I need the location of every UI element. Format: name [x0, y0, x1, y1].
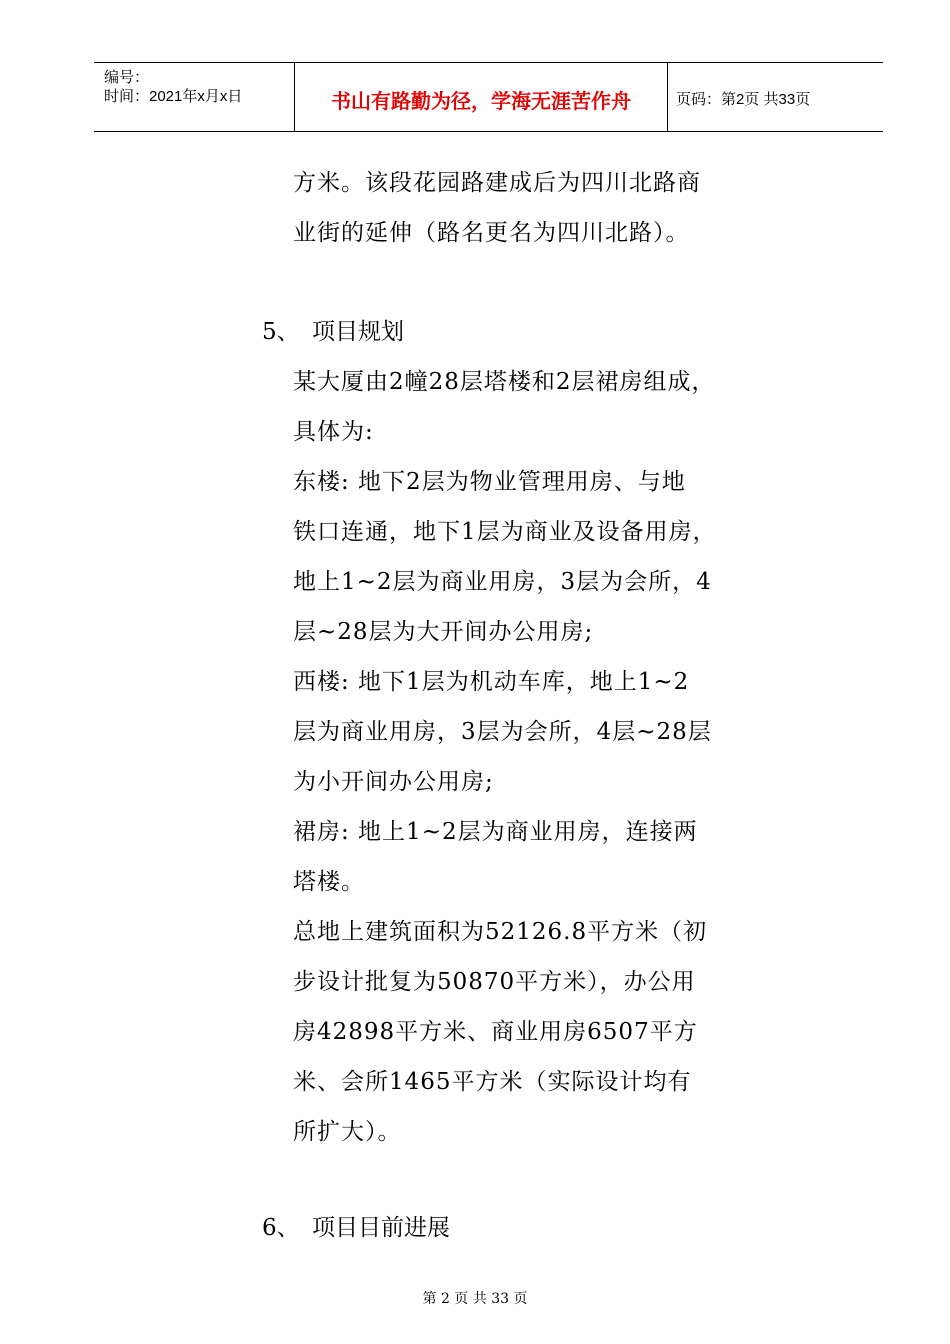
section-heading-6 [262, 1213, 450, 1243]
paragraph-line: 总地上建筑面积为52126.8平方米（初 [293, 919, 708, 945]
doc-number-label: 编号： [104, 69, 150, 86]
paragraph-line: 塔楼。 [293, 869, 365, 895]
section-number: 6、 [262, 1215, 300, 1241]
header-motto: 书山有路勤为径，学海无涯苦作舟 [331, 89, 631, 113]
paragraph-line: 层为商业用房，3层为会所，4层~28层 [293, 719, 712, 745]
header-middle-cell [295, 63, 668, 131]
section-title: 项目规划 [312, 319, 404, 345]
header-page-info: 页码：第2页 共33页 [676, 91, 811, 108]
section-heading-5 [262, 317, 404, 347]
page-header [94, 62, 883, 132]
paragraph-line: 为小开间办公用房; [293, 769, 494, 795]
paragraph-line: 房42898平方米、商业用房6507平方 [293, 1019, 698, 1045]
date-label: 时间：2021年x月x日 [104, 88, 243, 105]
paragraph-line: 某大厦由2幢28层塔楼和2层裙房组成， [293, 369, 716, 395]
paragraph-line: 西楼: 地下1层为机动车库，地上1~2 [293, 669, 690, 695]
paragraph-line: 裙房: 地上1~2层为商业用房，连接两 [293, 819, 698, 845]
paragraph-line: 业街的延伸（路名更名为四川北路）。 [293, 220, 690, 246]
section-title: 项目目前进展 [312, 1215, 450, 1241]
page-footer: 第 2 页 共 33 页 [422, 1291, 528, 1307]
paragraph-line: 具体为: [293, 419, 374, 445]
section-number: 5、 [262, 319, 300, 345]
header-right-cell [668, 63, 883, 131]
paragraph-line: 铁口连通，地下1层为商业及设备用房， [293, 519, 717, 545]
header-left-cell [94, 63, 295, 131]
paragraph-line: 米、会所1465平方米（实际设计均有 [293, 1069, 692, 1095]
paragraph-line: 层~28层为大开间办公用房; [293, 619, 594, 645]
paragraph-line: 东楼: 地下2层为物业管理用房、与地 [293, 469, 686, 495]
paragraph-line: 方米。该段花园路建成后为四川北路商 [293, 170, 701, 196]
paragraph-line: 步设计批复为50870平方米），办公用 [293, 969, 696, 995]
paragraph-line: 地上1~2层为商业用房，3层为会所，4 [293, 569, 712, 595]
paragraph-line: 所扩大）。 [293, 1119, 402, 1145]
